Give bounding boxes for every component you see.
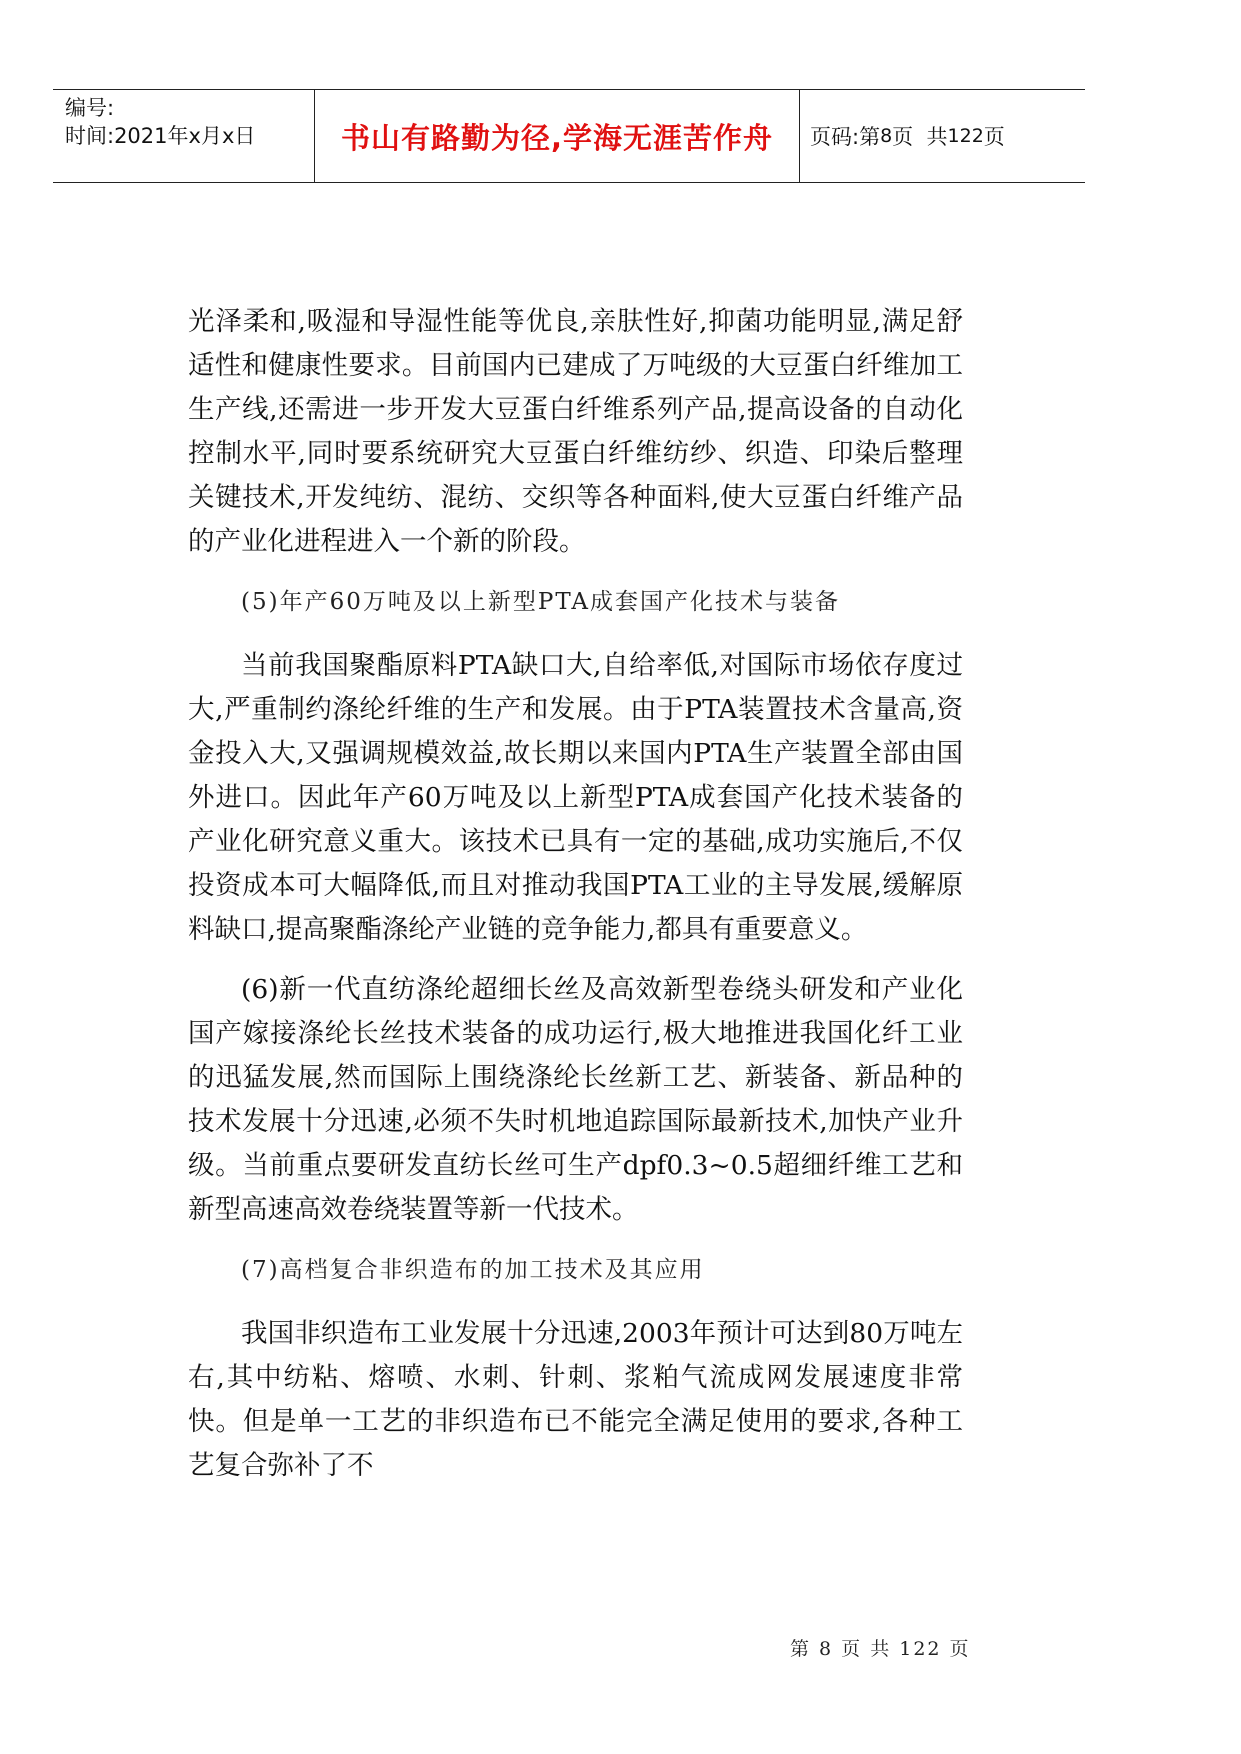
page-header [53, 89, 1085, 183]
paragraph-pta: 当前我国聚酯原料PTA缺口大,自给率低,对国际市场依存度过大,严重制约涤纶纤维的生产和发展。由于PTA装置技术含量高,资金投入大,又强调规模效益,故长期以来国内PTA生产装置全部由国外进口。因此年产60万吨及以上新型PTA成套国产化技术装备的产业化研究意义重大。该技术已具有一定的基础,成功实施后,不仅投资成本可大幅降低,而且对推动我国PTA工业的主导发展,缓解原料缺口,提高聚酯涤纶产业链的竞争能力,都具有重要意义。 [188, 650, 963, 945]
paragraph-polyester-filament: (6)新一代直纺涤纶超细长丝及高效新型卷绕头研发和产业化国产嫁接涤纶长丝技术装备的成功运行,极大地推进我国化纤工业的迅猛发展,然而国际上围绕涤纶长丝新工艺、新装备、新品种的技术发展十分迅速,必须不失时机地追踪国际最新技术,加快产业升级。当前重点要研发直纺长丝可生产dpf0.3~0.5超细纤维工艺和新型高速高效卷绕装置等新一代技术。 [188, 974, 963, 1225]
date-label: 时间:2021年x月x日 [65, 124, 256, 148]
page-total: 122 [947, 125, 984, 147]
page-prefix: 页码:第 [810, 125, 881, 149]
page-number: 8 [880, 125, 893, 147]
header-page-info [810, 90, 1005, 182]
document-body [188, 300, 963, 1504]
page-mid: 页 共 [892, 125, 948, 149]
section-heading-5: (5)年产60万吨及以上新型PTA成套国产化技术与装备 [241, 589, 841, 615]
paragraph-nonwoven: 我国非织造布工业发展十分迅速,2003年预计可达到80万吨左右,其中纺粘、熔喷、水刺、针刺、浆粕气流成网发展速度非常快。但是单一工艺的非织造布已不能完全满足使用的要求,各种工艺复合弥补了不 [188, 1318, 963, 1481]
serial-number-label: 编号: [65, 96, 115, 120]
paragraph-soy-protein-fiber: 光泽柔和,吸湿和导湿性能等优良,亲肤性好,抑菌功能明显,满足舒适性和健康性要求。目前国内已建成了万吨级的大豆蛋白纤维加工生产线,还需进一步开发大豆蛋白纤维系列产品,提高设备的自动化控制水平,同时要系统研究大豆蛋白纤维纺纱、织造、印染后整理关键技术,开发纯纺、混纺、交织等各种面料,使大豆蛋白纤维产品的产业化进程进入一个新的阶段。 [188, 306, 963, 557]
section-heading-7: (7)高档复合非织造布的加工技术及其应用 [241, 1257, 705, 1283]
page-footer: 第 8 页 共 122 页 [790, 1638, 971, 1660]
header-motto: 书山有路勤为径,学海无涯苦作舟 [340, 120, 774, 155]
header-divider-right [799, 90, 800, 182]
page-suffix: 页 [983, 125, 1005, 149]
